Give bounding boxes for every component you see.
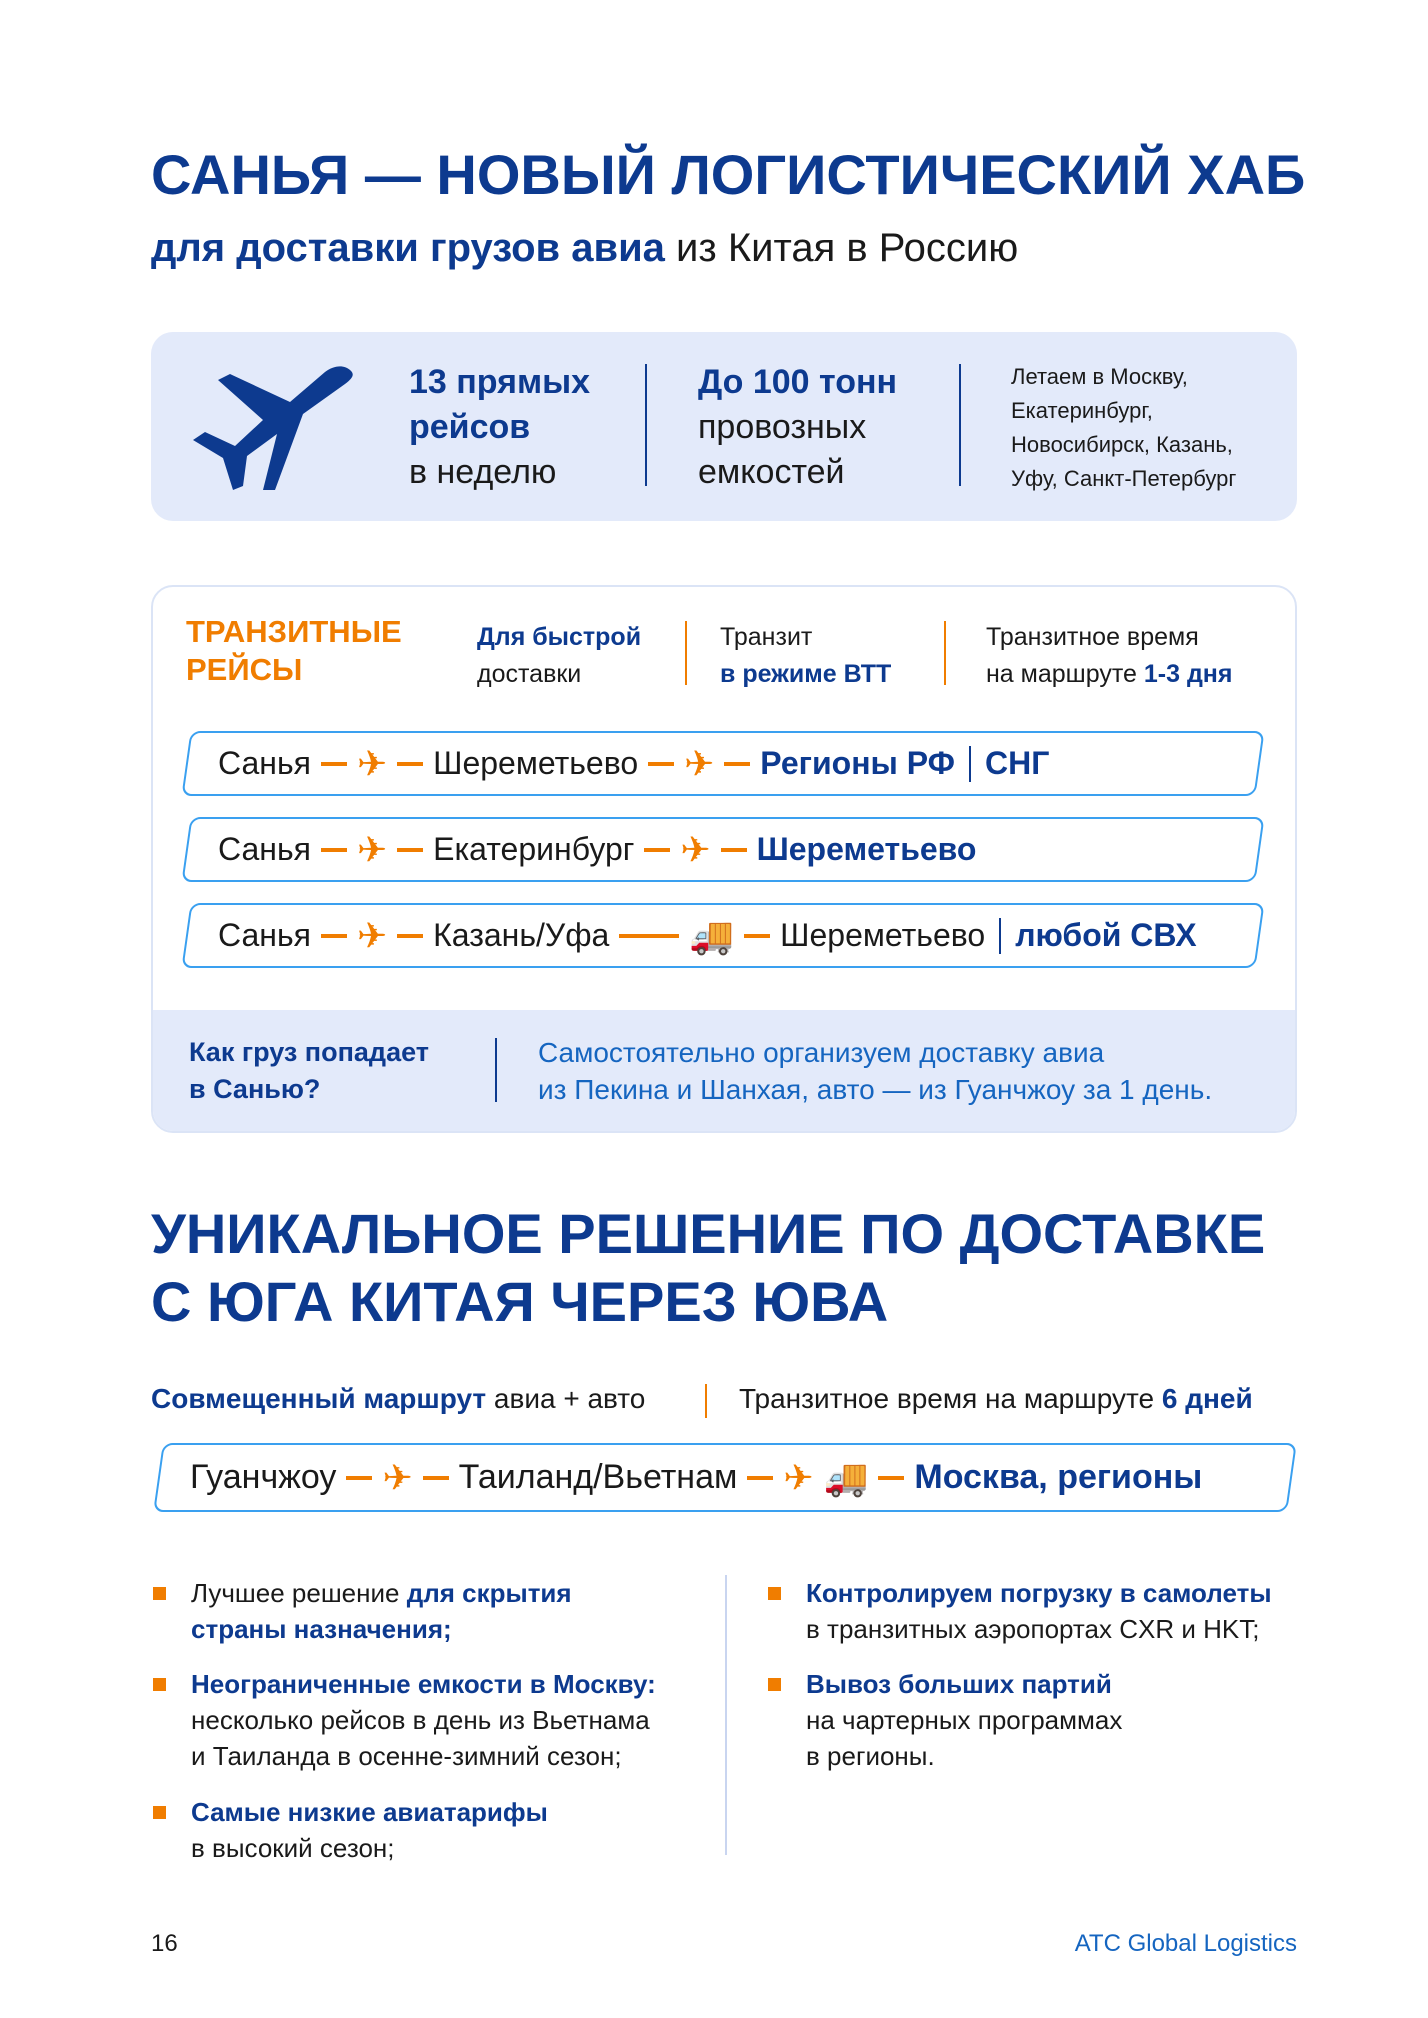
bullet-item: Вывоз больших партий на чартерных программах в регионы. [806, 1666, 1122, 1774]
bullet-item: Лучшее решение для скрытия страны назначения; [191, 1575, 572, 1647]
route-row: Гуанчжоу ✈ Таиланд/Вьетнам ✈ 🚚 Москва, регионы [153, 1443, 1297, 1512]
divider [495, 1038, 497, 1102]
combined-time: Транзитное время на маршруте 6 дней [739, 1383, 1253, 1414]
how-cargo-question: Как груз попадает в Санью? [189, 1037, 429, 1104]
brand-name: ATC Global Logistics [1074, 1930, 1297, 1957]
truck-icon: 🚚 [823, 1456, 869, 1498]
combined-route-label: Совмещенный маршрут авиа + авто [151, 1383, 646, 1414]
bullet-item: Неограниченные емкости в Москву: несколько рейсов в день из Вьетнама и Таиланда в осенне-зимний сезон; [191, 1666, 656, 1774]
transit-vtt: Транзит в режиме ВТТ [720, 623, 892, 688]
page-title: САНЬЯ — НОВЫЙ ЛОГИСТИЧЕСКИЙ ХАБ [151, 143, 1306, 206]
stat-flights: 13 прямых рейсов в неделю [409, 363, 591, 491]
stat-destinations: Летаем в Москву, Екатеринбург, Новосибирск, Казань, Уфу, Санкт-Петербург [1011, 364, 1237, 491]
route-row: Санья ✈ Казань/Уфа 🚚 Шереметьево любой СВХ [181, 903, 1264, 968]
airplane-icon: ✈ [356, 914, 388, 956]
stats-panel [151, 332, 1297, 521]
airplane-icon: ✈ [684, 742, 715, 784]
truck-icon: 🚚 [689, 914, 735, 956]
bullet-item: Самые низкие авиатарифы в высокий сезон; [191, 1794, 548, 1866]
stat-capacity: До 100 тонн провозных емкостей [698, 363, 898, 491]
divider [725, 1575, 727, 1855]
divider [645, 364, 647, 486]
section-heading: УНИКАЛЬНОЕ РЕШЕНИЕ ПО ДОСТАВКЕ С ЮГА КИТАЯ ЧЕРЕЗ ЮВА [151, 1202, 1266, 1333]
page-number: 16 [151, 1930, 178, 1957]
route-row: Санья ✈ Шереметьево ✈ Регионы РФ СНГ [181, 731, 1264, 796]
page-subtitle: для доставки грузов авиа из Китая в Россию [151, 226, 1019, 270]
airplane-icon: ✈ [783, 1456, 814, 1498]
how-cargo-answer: Самостоятельно организуем доставку авиа из Пекина и Шанхая, авто — из Гуанчжоу за 1 день. [538, 1037, 1213, 1105]
transit-time: Транзитное время на маршруте 1-3 дня [986, 623, 1233, 688]
divider [685, 621, 687, 685]
divider [959, 364, 961, 486]
route-row: Санья ✈ Екатеринбург ✈ Шереметьево [181, 817, 1264, 882]
transit-fast: Для быстрой доставки [477, 623, 642, 688]
airplane-icon: ✈ [382, 1456, 413, 1498]
bullet-item: Контролируем погрузку в самолеты в транзитных аэропортах CXR и HKT; [806, 1575, 1272, 1647]
airplane-icon: ✈ [680, 828, 711, 870]
divider [944, 621, 946, 685]
airplane-icon [185, 362, 355, 492]
divider [705, 1384, 707, 1418]
airplane-icon: ✈ [356, 742, 388, 784]
transit-label: ТРАНЗИТНЫЕ РЕЙСЫ [186, 614, 402, 687]
how-cargo-band [153, 1010, 1295, 1131]
airplane-icon: ✈ [356, 828, 388, 870]
